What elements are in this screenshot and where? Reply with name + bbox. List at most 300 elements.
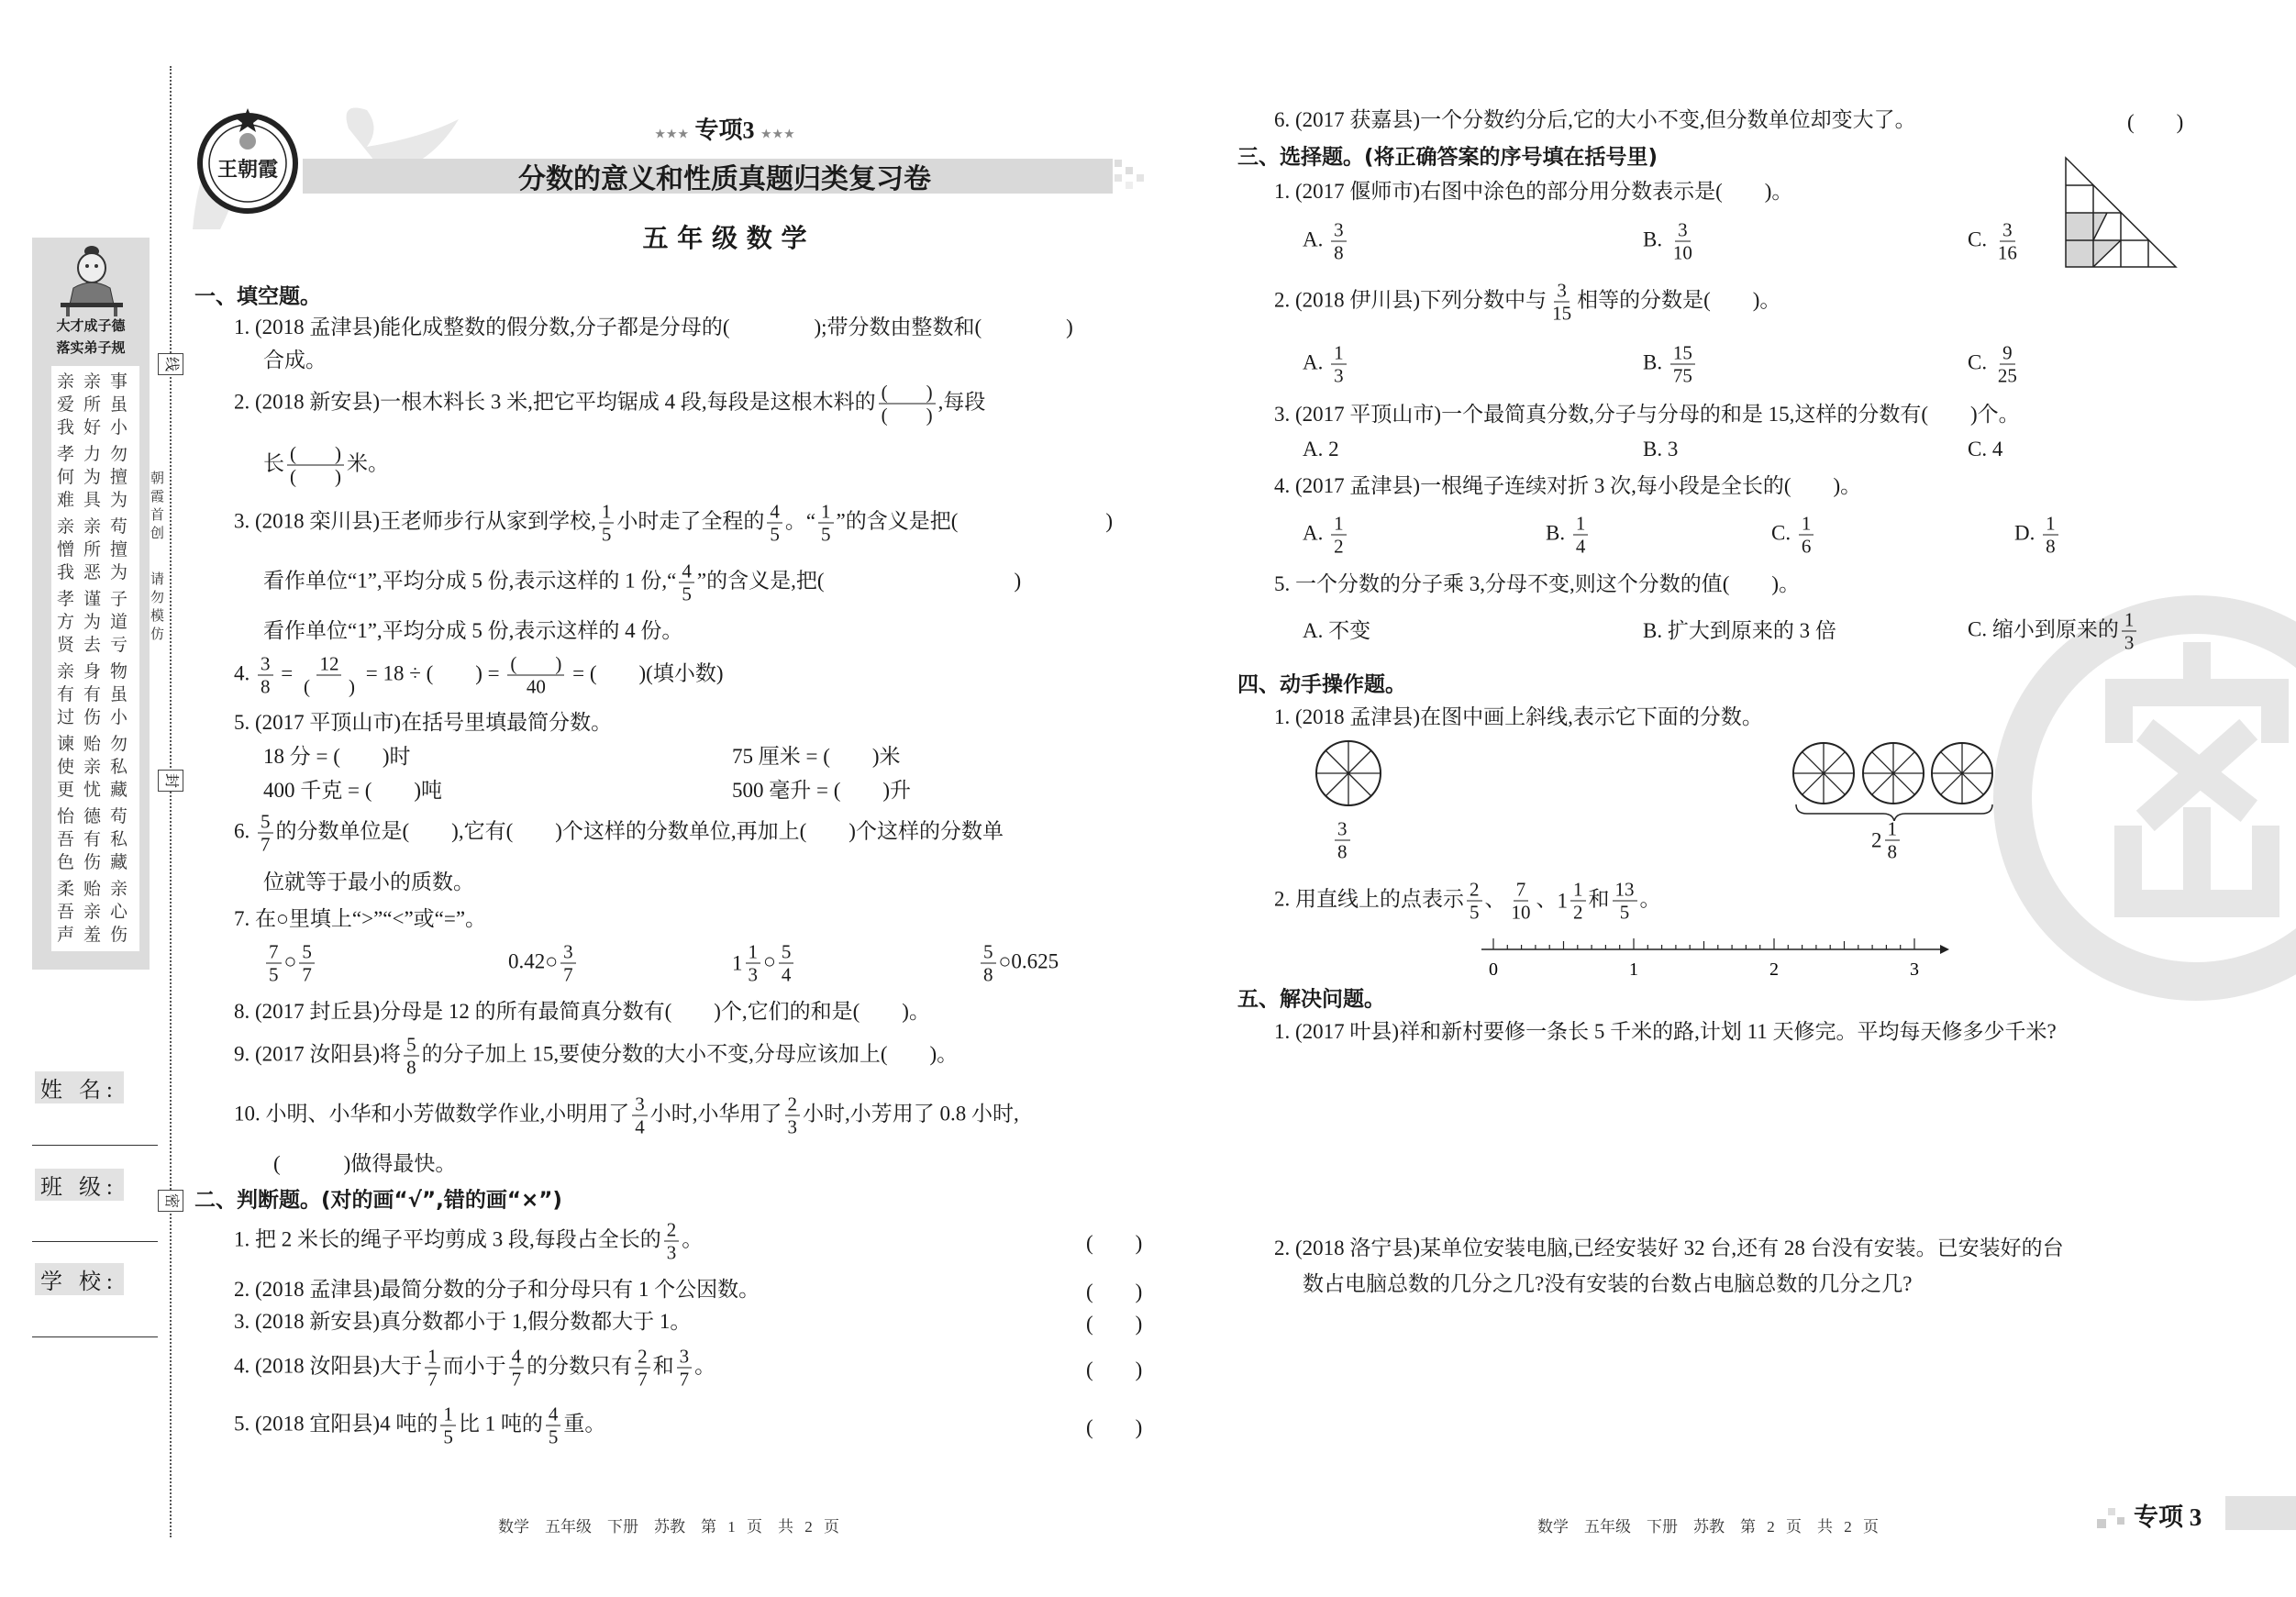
number-line-label: 0 <box>1489 959 1498 980</box>
text-run: 10. 小明、小华和小芳做数学作业,小明用了 <box>234 1102 630 1126</box>
text-run: B. <box>1546 521 1570 545</box>
question-line <box>1274 472 1861 500</box>
stars-left: ★★★ <box>654 128 689 142</box>
answer-blank: ( ) <box>1086 1312 1143 1336</box>
logo-text: 王朝霞 <box>216 158 279 181</box>
text-run: 看作单位“1”,平均分成 5 份,表示这样的 4 份。 <box>263 619 683 642</box>
verse-group <box>57 878 145 947</box>
text-run: 4. <box>234 661 255 685</box>
fraction <box>1670 219 1695 264</box>
checker-decoration <box>1113 156 1149 196</box>
school-label: 学 校: <box>35 1263 124 1295</box>
whole-part: 1 <box>732 951 743 974</box>
fraction <box>301 653 358 698</box>
verse-row: 爱所虽 <box>57 395 138 415</box>
text-run: 的分子加上 15,要使分数的大小不变,分母应该加上( )。 <box>421 1042 959 1066</box>
text-run: 1. 把 2 米长的绳子平均剪成 3 段,每段占全长的 <box>234 1227 661 1251</box>
mixed-number <box>732 941 763 986</box>
question-line <box>234 998 930 1026</box>
question-line <box>234 382 985 427</box>
question-line <box>273 1150 456 1178</box>
question-line <box>263 617 682 645</box>
option <box>1968 342 2023 387</box>
fraction-numerator: ( ) <box>507 653 564 676</box>
text-run: 数占电脑总数的几分之几?没有安装的台数占电脑总数的几分之几? <box>1303 1272 1913 1295</box>
fraction-numerator: 2 <box>785 1093 801 1116</box>
fraction-numerator: ( ) <box>287 443 344 466</box>
fraction-numerator: 1 <box>818 501 834 524</box>
text-run: 3. (2018 新安县)真分数都小于 1,假分数都大于 1。 <box>234 1310 692 1333</box>
text-run: 5. (2017 平顶山市)在括号里填最简分数。 <box>234 711 613 734</box>
page-subtitle: 五 年 级 数 学 <box>642 223 807 253</box>
text-run: 2. (2018 孟津县)最简分数的分子和分母只有 1 个公因数。 <box>234 1278 760 1301</box>
verse-group <box>57 516 145 584</box>
sub-item <box>732 777 911 804</box>
compare-item <box>732 941 796 986</box>
fraction-numerator: 1 <box>1331 513 1347 536</box>
fraction <box>258 653 273 698</box>
binding-mark: 封 <box>158 770 183 792</box>
question-line <box>1274 280 1780 325</box>
fraction-numerator: 7 <box>1514 879 1529 902</box>
eighths-circle[interactable] <box>1793 743 1854 804</box>
fraction-denominator: 5 <box>770 523 780 546</box>
text-run: 75 厘米 = ( )米 <box>732 745 901 768</box>
text-run: 8. (2017 封丘县)分母是 12 的所有最简真分数有( )个,它们的和是( )。 <box>234 1000 930 1023</box>
fraction <box>1331 219 1347 264</box>
fraction-denominator: 8 <box>2046 535 2056 558</box>
verse-group <box>57 371 145 439</box>
verse-row: 声羞伤 <box>57 926 138 945</box>
fraction-numerator: 1 <box>440 1403 456 1426</box>
verse-row: 柔贻亲 <box>57 880 138 899</box>
fraction-numerator: 5 <box>779 941 794 964</box>
fraction-numerator: 3 <box>1554 280 1569 303</box>
eighths-circle[interactable] <box>1863 743 1924 804</box>
answer-blank: ( ) <box>1086 1280 1143 1303</box>
verse-row: 亲亲苟 <box>57 517 138 537</box>
question-line <box>1274 1235 2064 1262</box>
sub-item <box>263 743 411 771</box>
text-run: 看作单位“1”,平均分成 5 份,表示这样的 1 份,“ <box>263 569 677 593</box>
fraction-numerator: 1 <box>746 941 761 964</box>
fraction <box>560 941 576 986</box>
whole-part: 2 <box>1871 828 1882 851</box>
verse-row: 过伤小 <box>57 708 138 727</box>
fraction-denominator: 8 <box>983 963 993 986</box>
fraction <box>2122 609 2137 654</box>
judgment-item <box>1274 106 1916 134</box>
text-run: 、 <box>1484 887 1506 911</box>
fraction-numerator: 3 <box>1675 219 1691 242</box>
fraction-numerator: 1 <box>425 1346 440 1369</box>
verse-row: 更忧藏 <box>57 781 138 800</box>
verse-group <box>57 660 145 729</box>
fraction <box>1331 342 1347 387</box>
school-field <box>32 1336 158 1337</box>
fraction <box>1573 513 1589 558</box>
verse-group <box>57 805 145 874</box>
section-heading-hands-on: 四、动手操作题。 <box>1237 672 1406 697</box>
question-line <box>263 869 474 896</box>
judgment-item <box>234 1403 605 1448</box>
brand-logo <box>194 108 301 215</box>
text-run: = ( )(填小数) <box>567 661 724 685</box>
watermark-glyph <box>2119 656 2275 904</box>
text-run: 2. (2018 新安县)一根木料长 3 米,把它平均锯成 4 段,每段是这根木料的 <box>234 390 876 414</box>
fraction <box>1995 342 2020 387</box>
fraction <box>1570 879 1586 924</box>
text-run: 米。 <box>347 451 389 475</box>
judgment-item <box>234 1219 703 1264</box>
fraction-denominator: 16 <box>1997 241 2017 264</box>
section-heading-word-problems: 五、解决问题。 <box>1237 987 1385 1012</box>
fraction-denominator: 5 <box>682 582 692 605</box>
verse-row: 孝力勿 <box>57 445 138 464</box>
text-run: 和 <box>1588 887 1610 911</box>
fraction-numerator: 3 <box>560 941 576 964</box>
verse-row: 使亲私 <box>57 758 138 777</box>
fraction-denominator: 3 <box>1334 364 1344 387</box>
fraction-denominator: 40 <box>526 675 546 698</box>
motto-line: 落实弟子规 <box>56 339 126 356</box>
fraction-numerator: 1 <box>1331 342 1347 365</box>
class-field <box>32 1241 158 1242</box>
text-run: = <box>275 661 298 685</box>
option <box>1303 617 1370 645</box>
option <box>1303 342 1349 387</box>
fraction-numerator: 1 <box>2043 513 2058 536</box>
fraction <box>1613 879 1637 924</box>
fraction-denominator: 75 <box>1672 364 1692 387</box>
fraction-denominator: 8 <box>406 1056 416 1079</box>
mixed-number <box>1871 818 1902 863</box>
fraction <box>677 1346 693 1391</box>
compare-item <box>263 941 317 986</box>
text-run: 4. (2017 孟津县)一根绳子连续对折 3 次,每小段是全长的( )。 <box>1274 474 1862 497</box>
binding-mark: 线 <box>158 353 183 375</box>
fraction <box>2043 513 2058 558</box>
text-run: ”的含义是,把( ) <box>696 569 1022 593</box>
fraction-numerator: 4 <box>679 560 694 583</box>
verse-group <box>57 588 145 657</box>
fraction-numerator: 15 <box>1670 342 1695 365</box>
fraction-denominator: ( ) <box>290 465 341 488</box>
fraction <box>266 941 282 986</box>
question-line <box>234 1034 958 1079</box>
text-run: 和 <box>652 1354 674 1378</box>
text-run: 2. 用直线上的点表示 <box>1274 887 1464 911</box>
circle-label <box>1332 818 1353 863</box>
class-label: 班 级: <box>35 1169 124 1201</box>
fraction-numerator: 3 <box>677 1346 693 1369</box>
fraction <box>779 941 794 986</box>
question-line <box>1274 879 1661 924</box>
verse-row: 亲亲事 <box>57 372 138 392</box>
text-run: 合成。 <box>263 349 327 372</box>
text-run: A. <box>1303 227 1329 251</box>
fraction-denominator: 4 <box>635 1115 645 1138</box>
compare-item <box>978 941 1059 986</box>
text-run: 比 1 吨的 <box>458 1412 543 1436</box>
text-run: = 18 ÷ ( ) = <box>360 661 505 685</box>
name-field <box>32 1145 158 1146</box>
fraction-numerator: 3 <box>2000 219 2015 242</box>
fraction-numerator: ( ) <box>879 382 936 405</box>
option <box>1643 436 1678 463</box>
verse-row: 憎所擅 <box>57 540 138 560</box>
option <box>1303 436 1339 463</box>
fraction-denominator: 5 <box>601 523 612 546</box>
fraction <box>746 941 761 986</box>
text-run: 小时走了全程的 <box>616 509 765 533</box>
text-run: C. 缩小到原来的 <box>1968 617 2119 641</box>
text-run: 。 <box>694 1354 716 1378</box>
fraction <box>1335 818 1350 863</box>
text-run: A. <box>1303 350 1329 374</box>
text-run: 的分数单位是( ),它有( )个这样的分数单位,再加上( )个这样的分数单 <box>275 819 1004 843</box>
question-line <box>234 653 723 698</box>
text-run: 18 分 = ( )时 <box>263 745 411 768</box>
student-cartoon-icon <box>57 244 127 317</box>
option <box>1643 617 1836 645</box>
text-run: B. 3 <box>1643 438 1679 460</box>
number-line-label: 2 <box>1769 959 1779 980</box>
text-run: 。“ <box>784 509 816 533</box>
text-run: 相等的分数是( )。 <box>1577 288 1781 312</box>
text-run: B. <box>1643 227 1668 251</box>
fraction-numerator: 2 <box>664 1219 680 1242</box>
fraction-denominator: 5 <box>269 963 279 986</box>
fraction-denominator: 2 <box>1573 901 1583 924</box>
fraction-denominator: 4 <box>781 963 792 986</box>
fraction-denominator: 2 <box>1334 535 1344 558</box>
text-run: ○ <box>283 949 297 973</box>
fraction <box>507 653 564 698</box>
eighths-circle[interactable] <box>1932 743 1992 804</box>
verse-row: 何为擅 <box>57 468 138 487</box>
fraction <box>1670 342 1695 387</box>
fraction-numerator: 5 <box>258 811 273 834</box>
option <box>1643 219 1698 264</box>
option <box>1968 219 2023 264</box>
fraction-numerator: 3 <box>258 653 273 676</box>
page-footer: 数学 五年级 下册 苏教 第 1 页 共 2 页 <box>498 1518 839 1536</box>
fraction-denominator: 6 <box>1801 535 1812 558</box>
fraction-numerator: 1 <box>1570 879 1586 902</box>
eighths-circle[interactable] <box>1316 741 1381 805</box>
whole-part: 1 <box>1557 889 1568 912</box>
fraction <box>635 1346 650 1391</box>
answer-blank: ( ) <box>2127 110 2184 134</box>
question-line <box>1274 1018 2057 1046</box>
fraction <box>599 501 615 546</box>
question-line <box>234 709 612 737</box>
fraction-numerator: 1 <box>1573 513 1589 536</box>
fraction-numerator: 1 <box>1885 818 1901 841</box>
text-run: ”的含义是把( ) <box>836 509 1114 533</box>
option <box>1546 513 1591 558</box>
fraction-denominator: 5 <box>1619 901 1630 924</box>
fraction-denominator: 5 <box>821 523 831 546</box>
option <box>1643 342 1698 387</box>
answer-blank: ( ) <box>1086 1231 1143 1255</box>
text-run: A. 不变 <box>1303 619 1371 642</box>
fraction-denominator: 8 <box>1887 840 1897 863</box>
fraction-numerator: 2 <box>635 1346 650 1369</box>
text-run: 小时,小华用了 <box>649 1102 782 1126</box>
fraction-denominator: 5 <box>1470 901 1480 924</box>
verse-row: 难具为 <box>57 491 138 510</box>
fraction-numerator: 4 <box>546 1403 561 1426</box>
sub-item <box>263 777 442 804</box>
fraction <box>299 941 315 986</box>
text-run: ○0.625 <box>998 949 1059 973</box>
question-line <box>263 443 389 488</box>
fraction-denominator: 7 <box>427 1368 438 1391</box>
section-heading-fill-in: 一、填空题。 <box>194 284 321 309</box>
fraction-denominator: 3 <box>666 1241 677 1264</box>
text-run: 重。 <box>563 1412 606 1436</box>
text-run: 1. (2018 孟津县)能化成整数的假分数,分子都是分母的( );带分数由整数和( ) <box>234 316 1073 338</box>
judgment-item <box>234 1346 715 1391</box>
verse-row: 有有虽 <box>57 685 138 704</box>
text-run: 位就等于最小的质数。 <box>263 871 474 893</box>
fraction <box>509 1346 525 1391</box>
binding-dotted-line <box>170 66 172 1537</box>
text-run: 6. (2017 获嘉县)一个分数约分后,它的大小不变,但分数单位却变大了。 <box>1274 108 1916 131</box>
text-run: 5. (2018 宜阳县)4 吨的 <box>234 1412 438 1436</box>
text-run: 。 <box>682 1227 704 1251</box>
fraction-denominator: 3 <box>787 1115 797 1138</box>
fraction-numerator: 1 <box>1799 513 1814 536</box>
text-run: 6. <box>234 819 255 843</box>
answer-blank: ( ) <box>1086 1358 1143 1381</box>
fraction-denominator: 8 <box>1334 241 1344 264</box>
fraction-denominator: 8 <box>261 675 271 698</box>
verse-row: 色伤藏 <box>57 853 138 872</box>
stars-right: ★★★ <box>760 128 795 142</box>
binding-mark: 密 <box>158 1190 183 1212</box>
fraction-denominator: ( ) <box>303 675 355 698</box>
question-line <box>263 347 327 374</box>
verse-row: 贤去亏 <box>57 636 138 655</box>
section-heading-true-false: 二、判断题。(对的画“√”,错的画“×”) <box>194 1188 562 1213</box>
fraction-denominator: 7 <box>261 833 271 856</box>
fraction <box>1467 879 1482 924</box>
series-label-line <box>654 112 794 146</box>
fraction-numerator: 9 <box>2000 342 2015 365</box>
fraction-denominator: ( ) <box>881 404 933 427</box>
fraction <box>818 501 834 546</box>
question-line <box>234 905 486 933</box>
answer-blank: ( ) <box>1086 1415 1143 1439</box>
fraction-numerator: 3 <box>1331 219 1347 242</box>
number-line-label: 1 <box>1629 959 1638 980</box>
section-heading-multiple-choice: 三、选择题。(将正确答案的序号填在括号里) <box>1237 145 1658 170</box>
fraction <box>258 811 273 856</box>
text-run: 1. (2017 叶县)祥和新村要修一条长 5 千米的路,计划 11 天修完。平均每天修多少千米? <box>1274 1020 2057 1043</box>
text-run: 2. (2018 洛宁县)某单位安装电脑,已经安装好 32 台,还有 28 台没有安装。已安装好的台 <box>1274 1237 2064 1259</box>
option <box>1303 513 1349 558</box>
text-run: 9. (2017 汝阳县)将 <box>234 1042 402 1066</box>
fraction <box>632 1093 648 1138</box>
text-run: B. 扩大到原来的 3 倍 <box>1643 619 1836 642</box>
verse-row: 亲身物 <box>57 662 138 682</box>
fraction-numerator: 12 <box>316 653 341 676</box>
text-run: 1. (2018 孟津县)在图中画上斜线,表示它下面的分数。 <box>1274 705 1763 728</box>
fraction-numerator: 1 <box>2122 609 2137 632</box>
compare-item <box>508 941 579 986</box>
question-line <box>263 560 1021 605</box>
fraction <box>1995 219 2020 264</box>
question-line <box>1303 1270 1912 1298</box>
text-run: 而小于 <box>442 1354 506 1378</box>
fraction-denominator: 7 <box>679 1368 690 1391</box>
text-run: 。 <box>1639 887 1661 911</box>
side-note: 请勿模仿 <box>150 572 165 642</box>
option <box>2014 513 2061 558</box>
fraction-numerator: 5 <box>404 1034 419 1057</box>
arrow-icon <box>1940 945 1949 954</box>
text-run: ( )做得最快。 <box>273 1152 457 1175</box>
fraction-denominator: 10 <box>1672 241 1692 264</box>
question-line <box>1274 401 2020 428</box>
fraction <box>425 1346 440 1391</box>
side-note: 朝霞首创 <box>150 471 165 541</box>
fraction-denominator: 5 <box>443 1425 453 1448</box>
fraction-denominator: 10 <box>1511 901 1531 924</box>
fraction-denominator: 4 <box>1575 535 1586 558</box>
judgment-item <box>234 1276 760 1303</box>
fraction-numerator: 7 <box>266 941 282 964</box>
verse-row: 吾有私 <box>57 830 138 849</box>
number-line-label: 3 <box>1910 959 1919 980</box>
option <box>1968 609 2139 654</box>
name-label: 姓 名: <box>35 1071 124 1103</box>
shaded-triangle-figure <box>2064 156 2180 271</box>
verse-row: 怡德苟 <box>57 807 138 826</box>
text-run: 0.42○ <box>508 949 559 973</box>
question-line <box>234 1093 1019 1138</box>
fraction-denominator: 15 <box>1552 302 1572 325</box>
fraction-numerator: 2 <box>1467 879 1482 902</box>
text-run: 的分数只有 <box>527 1354 633 1378</box>
fraction-numerator: 1 <box>599 501 615 524</box>
fraction-numerator: 5 <box>299 941 315 964</box>
verse-row: 孝谨子 <box>57 590 138 609</box>
page-footer: 数学 五年级 下册 苏教 第 2 页 共 2 页 <box>1537 1518 1879 1536</box>
fraction-denominator: 7 <box>302 963 312 986</box>
fraction <box>785 1093 801 1138</box>
text-run: 1. (2017 偃师市)右图中涂色的部分用分数表示是( )。 <box>1274 180 1793 203</box>
fraction <box>546 1403 561 1448</box>
text-run: 5. 一个分数的分子乘 3,分母不变,则这个分数的值( )。 <box>1274 572 1801 595</box>
text-run: D. <box>2014 521 2041 545</box>
fraction-denominator: 25 <box>1997 364 2017 387</box>
motto-line: 大才成子德 <box>56 317 126 334</box>
question-line <box>234 501 1113 546</box>
fraction-numerator: 3 <box>632 1093 648 1116</box>
fraction <box>1331 513 1347 558</box>
text-run: 长 <box>263 451 284 475</box>
question-line <box>1274 178 1792 205</box>
question-line <box>1274 571 1800 598</box>
fraction <box>767 501 782 546</box>
fraction <box>404 1034 419 1079</box>
text-run: C. <box>1771 521 1796 545</box>
judgment-item <box>234 1308 691 1336</box>
